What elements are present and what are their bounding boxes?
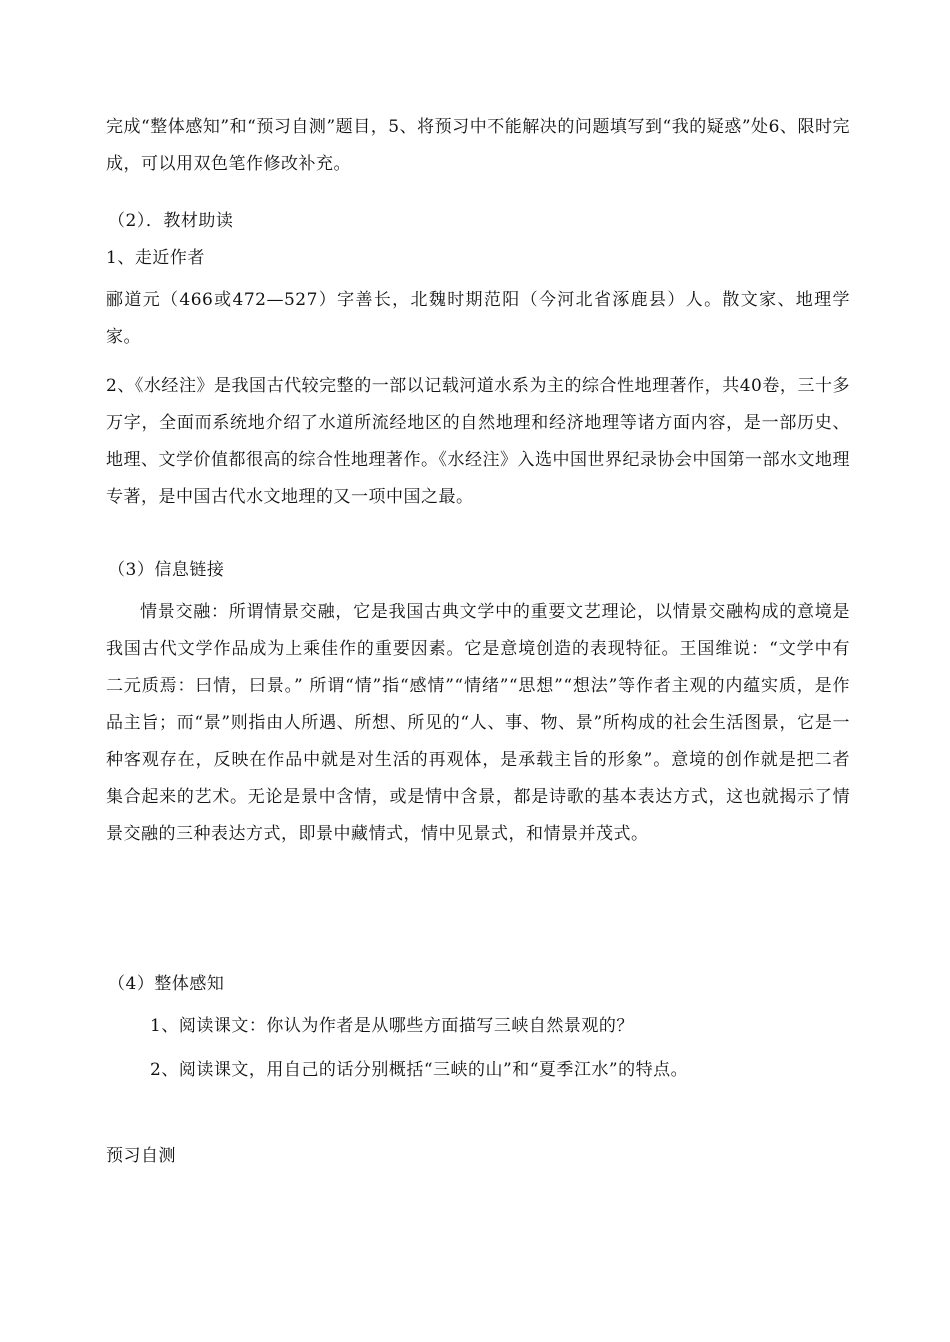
question-2: 2、阅读课文，用自己的话分别概括“三峡的山”和“夏季江水”的特点。 (150, 1060, 689, 1080)
question-1: 1、阅读课文：你认为作者是从哪些方面描写三峡自然景观的？ (150, 1016, 634, 1036)
intro-paragraph: 完成“整体感知”和“预习自测”题目，5、将预习中不能解决的问题填写到“我的疑惑”处6、限时完成，可以用双色笔作修改补充。 (106, 117, 850, 174)
author-paragraph: 郦道元（466或472—527）字善长，北魏时期范阳（今河北省涿鹿县）人。散文家、地理学家。 (106, 290, 850, 347)
section-2-heading: （2）．教材助读 (108, 211, 234, 231)
item-1-heading: 1、走近作者 (106, 248, 205, 268)
section-4-heading: （4）整体感知 (108, 974, 225, 994)
preview-test-heading: 预习自测 (106, 1146, 176, 1166)
info-link-paragraph: 情景交融：所谓情景交融，它是我国古典文学中的重要文艺理论，以情景交融构成的意境是我国古代文学作品成为上乘佳作的重要因素。它是意境创造的表现特征。王国维说：“文学中有二元质焉：曰情，曰景。” 所谓“情”指“感情”“情绪”“思想”“想法”等作者主观的内蕴实质，是作品主旨；而“景”则指由人所遇、所想、所见的“人、事、物、景”所构成的社会生活图景，它是一种客观存在，反映在作品中就是对生活的再观体，是承载主旨的形象”。意境的创作就是把二者集合起来的艺术。无论是景中含情，或是情中含景，都是诗歌的基本表达方式，这也就揭示了情景交融的三种表达方式，即景中藏情式，情中见景式，和情景并茂式。 (106, 602, 850, 844)
section-3-heading: （3）信息链接 (108, 560, 225, 580)
shuijingzhu-paragraph: 2、《水经注》是我国古代较完整的一部以记载河道水系为主的综合性地理著作，共40卷，三十多万字，全面而系统地介绍了水道所流经地区的自然地理和经济地理等诸方面内容，是一部历史、地理、文学价值都很高的综合性地理著作。《水经注》入选中国世界纪录协会中国第一部水文地理专著，是中国古代水文地理的又一项中国之最。 (106, 376, 850, 507)
